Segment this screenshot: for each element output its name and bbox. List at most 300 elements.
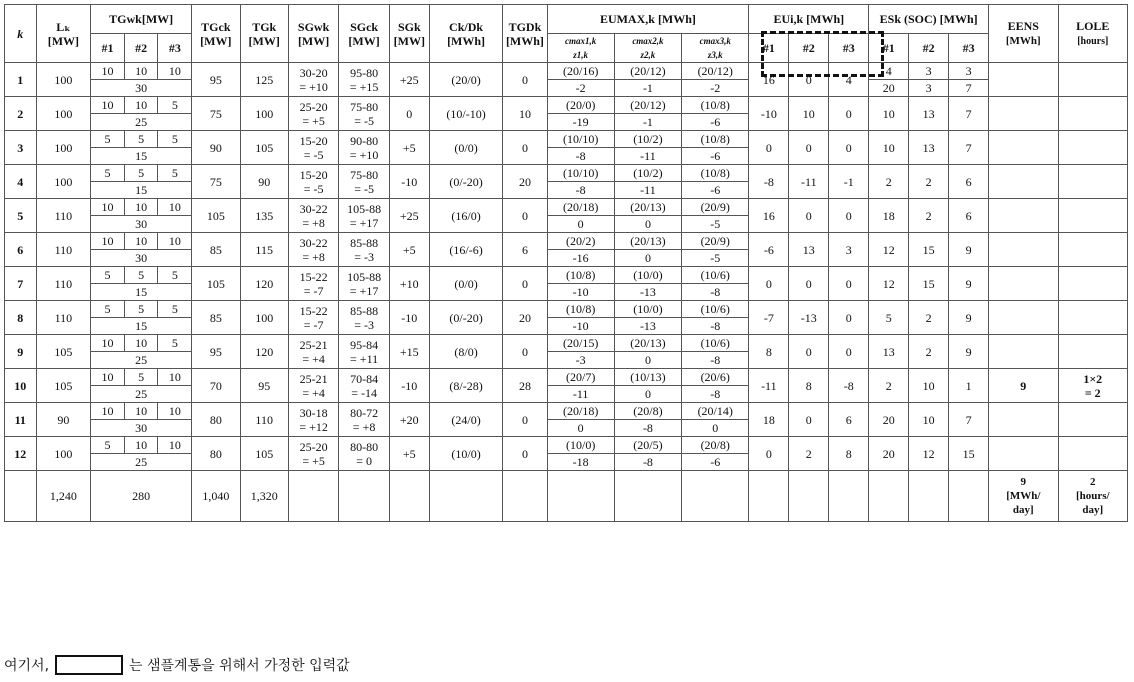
cell-z2: 0: [614, 250, 681, 267]
cell-k: 1: [5, 63, 37, 97]
cell-load: 110: [36, 301, 91, 335]
cell-line: = -5: [354, 181, 374, 196]
cell-z3: -6: [682, 182, 749, 199]
cell-line: = +10: [299, 79, 328, 94]
cell-sgwk: [288, 335, 338, 369]
cell-cd: (10/0): [429, 437, 503, 471]
header-eu-g2: #2: [789, 34, 829, 63]
cell-line: 30-20: [299, 65, 328, 80]
cell-eens: [989, 131, 1058, 165]
cell-line: = +12: [299, 419, 328, 434]
cell-line: = -7: [303, 317, 324, 332]
cell-total-k: [5, 471, 37, 522]
cell-eu-g2: -13: [789, 301, 829, 335]
cell-line: = -5: [354, 113, 374, 128]
header-tgck: [192, 5, 240, 63]
cell-total-empty: [503, 471, 547, 522]
cell-tg-g1: 10: [91, 403, 125, 420]
cell-sgwk: [288, 97, 338, 131]
cell-line: 75-80: [350, 99, 379, 114]
cell-eens: [989, 199, 1058, 233]
cell-cmax2: (10/2): [614, 131, 681, 148]
cell-k: 12: [5, 437, 37, 471]
cell-line: 95-80: [350, 65, 379, 80]
cell-z2: -11: [614, 182, 681, 199]
cell-tgdk: 0: [503, 437, 547, 471]
cell-load: 100: [36, 165, 91, 199]
cell-tg-g3: 10: [158, 233, 192, 250]
cell-es-g3-top: 3: [949, 63, 989, 80]
cell-eu-g1: 16: [749, 63, 789, 97]
header-row-2: [5, 34, 1128, 63]
cell-tg-g3: 5: [158, 97, 192, 114]
cell-total-empty: [614, 471, 681, 522]
cell-cmax1: (20/0): [547, 97, 614, 114]
cell-tgck: 85: [192, 233, 240, 267]
cell-tg-g1: 10: [91, 369, 125, 386]
cell-es-g3: 9: [949, 301, 989, 335]
cell-tgk: 105: [240, 437, 288, 471]
header-tg-g1: #1: [91, 34, 125, 63]
cell-cmax2: (10/0): [614, 301, 681, 318]
cell-tgk: 115: [240, 233, 288, 267]
header-cd: [429, 5, 503, 63]
cell-sgck: [339, 335, 389, 369]
cell-eu-g1: 0: [749, 267, 789, 301]
cell-tgck: 105: [192, 199, 240, 233]
cell-k: 7: [5, 267, 37, 301]
cell-z2: 0: [614, 352, 681, 369]
cell-line: = +8: [302, 249, 325, 264]
cell-line: = -5: [303, 181, 324, 196]
cell-tgdk: 0: [503, 267, 547, 301]
header-tgdk-label: TGDk: [508, 19, 542, 34]
header-row-1: [5, 5, 1128, 34]
cell-cmax3: (20/14): [682, 403, 749, 420]
cell-eu-g1: -11: [749, 369, 789, 403]
header-cmax-z-2: [614, 34, 681, 63]
table-row: [5, 335, 1128, 352]
cell-sgk: +25: [389, 199, 429, 233]
cell-tg-g1: 5: [91, 131, 125, 148]
cell-sgk: +10: [389, 267, 429, 301]
cell-line: = +4: [302, 351, 325, 366]
cell-k: 9: [5, 335, 37, 369]
cell-total-empty: [682, 471, 749, 522]
cell-sgk: +5: [389, 131, 429, 165]
cell-z3: -5: [682, 250, 749, 267]
cell-total-empty: [547, 471, 614, 522]
cell-eens: [989, 403, 1058, 437]
cell-z3: -6: [682, 148, 749, 165]
cell-es-g1: 12: [869, 267, 909, 301]
cell-line: 95-84: [350, 337, 379, 352]
cell-total-tg: 280: [91, 471, 192, 522]
cell-tgk: 100: [240, 301, 288, 335]
cell-total-empty: [339, 471, 389, 522]
cell-es-g1-top: 4: [869, 63, 909, 80]
cell-line: = +17: [349, 283, 379, 298]
cell-tg-sum: 30: [91, 80, 192, 97]
cell-cmax2: (10/2): [614, 165, 681, 182]
cell-tgk: 95: [240, 369, 288, 403]
cell-es-g2: 15: [909, 233, 949, 267]
cell-line: = +17: [349, 215, 379, 230]
cell-z2: -8: [614, 454, 681, 471]
cell-cd: (16/0): [429, 199, 503, 233]
cell-es-g1: 2: [869, 165, 909, 199]
cell-line: 105-88: [347, 269, 382, 284]
cell-line: = 2: [1084, 385, 1101, 400]
header-eu-g3: #3: [829, 34, 869, 63]
cell-lole: [1058, 199, 1128, 233]
assumed-input-legend-box: [55, 655, 123, 675]
cell-line: = +4: [302, 385, 325, 400]
header-es-g2: #2: [909, 34, 949, 63]
cell-tgdk: 28: [503, 369, 547, 403]
cell-sgk: -10: [389, 301, 429, 335]
cell-eens: [989, 97, 1058, 131]
cell-eens: [989, 267, 1058, 301]
cell-eu-g1: 18: [749, 403, 789, 437]
header-sgck-label: SGck: [350, 19, 379, 34]
cell-total-empty: [749, 471, 789, 522]
cell-eens: [989, 165, 1058, 199]
cell-z2: -11: [614, 148, 681, 165]
header-cd-unit: [MWh]: [447, 33, 486, 48]
table-row: [5, 233, 1128, 250]
header-z3: z3,k: [707, 50, 723, 60]
cell-eu-g1: -8: [749, 165, 789, 199]
cell-cd: (10/-10): [429, 97, 503, 131]
cell-z3: -8: [682, 318, 749, 335]
cell-tg-g3: 10: [158, 199, 192, 216]
cell-cmax1: (20/2): [547, 233, 614, 250]
cell-cd: (0/0): [429, 267, 503, 301]
cell-eens: [989, 335, 1058, 369]
cell-tg-g3: 5: [158, 131, 192, 148]
cell-line: = +15: [349, 79, 379, 94]
cell-eu-g2: 13: [789, 233, 829, 267]
header-sgwk-unit: [MW]: [297, 33, 330, 48]
cell-es-g1: 10: [869, 97, 909, 131]
cell-es-g3: 7: [949, 131, 989, 165]
cell-eu-g2: 0: [789, 131, 829, 165]
cell-es-g1: 12: [869, 233, 909, 267]
header-lole-label: LOLE: [1076, 18, 1110, 33]
cell-eu-g3: 0: [829, 335, 869, 369]
cell-eu-g2: 0: [789, 267, 829, 301]
cell-eu-g2: 0: [789, 403, 829, 437]
cell-cmax3: (20/8): [682, 437, 749, 454]
header-sgk-label: SGk: [397, 19, 421, 34]
total-line: 2: [1090, 476, 1096, 488]
cell-z2: -13: [614, 284, 681, 301]
cell-z3: -5: [682, 216, 749, 233]
table-wrapper: [4, 4, 1128, 522]
cell-z1: -16: [547, 250, 614, 267]
cell-cd: (0/-20): [429, 301, 503, 335]
cell-eu-g1: 16: [749, 199, 789, 233]
cell-es-g2-top: 3: [909, 63, 949, 80]
cell-z1: -19: [547, 114, 614, 131]
cell-tgdk: 20: [503, 165, 547, 199]
cell-tg-sum: 25: [91, 386, 192, 403]
cell-z1: -2: [547, 80, 614, 97]
cell-line: 30-22: [299, 235, 328, 250]
cell-line: 105-88: [347, 201, 382, 216]
cell-tgk: 125: [240, 63, 288, 97]
cell-z2: -1: [614, 114, 681, 131]
header-tgdk-unit: [MWh]: [505, 33, 544, 48]
cell-cmax2: (10/0): [614, 267, 681, 284]
cell-line: 25-20: [299, 439, 328, 454]
cell-z1: -18: [547, 454, 614, 471]
cell-cmax2: (20/13): [614, 199, 681, 216]
cell-tg-g1: 10: [91, 199, 125, 216]
cell-tg-g2: 10: [124, 63, 158, 80]
cell-line: 90-80: [350, 133, 379, 148]
cell-cd: (0/0): [429, 131, 503, 165]
cell-es-g3: 1: [949, 369, 989, 403]
table-row: [5, 165, 1128, 182]
header-tgk-label: TGk: [252, 19, 277, 34]
cell-k: 4: [5, 165, 37, 199]
cell-sgck: [339, 403, 389, 437]
footnote-suffix: 는 샘플계통을 위해서 가정한 입력값: [129, 658, 350, 674]
cell-tg-g1: 5: [91, 437, 125, 454]
cell-sgk: +5: [389, 437, 429, 471]
cell-load: 90: [36, 403, 91, 437]
cell-z3: -6: [682, 114, 749, 131]
cell-cmax2: (20/12): [614, 63, 681, 80]
cell-sgck: [339, 437, 389, 471]
cell-sgck: [339, 131, 389, 165]
cell-es-g1: 5: [869, 301, 909, 335]
cell-eu-g2: 0: [789, 335, 829, 369]
cell-eu-g3: 8: [829, 437, 869, 471]
cell-eens: [989, 301, 1058, 335]
cell-eu-g1: 0: [749, 437, 789, 471]
cell-tgk: 110: [240, 403, 288, 437]
cell-sgck: [339, 165, 389, 199]
cell-es-g3: 6: [949, 165, 989, 199]
cell-tg-g1: 10: [91, 97, 125, 114]
cell-eens: [989, 437, 1058, 471]
cell-tgck: 95: [192, 335, 240, 369]
cell-line: = -5: [303, 147, 324, 162]
cell-cmax1: (10/8): [547, 301, 614, 318]
cell-cd: (8/-28): [429, 369, 503, 403]
cell-tg-g2: 10: [124, 199, 158, 216]
cell-cmax3: (10/8): [682, 97, 749, 114]
header-sgk: [389, 5, 429, 63]
cell-eu-g2: 2: [789, 437, 829, 471]
cell-line: 25-21: [299, 371, 328, 386]
cell-sgwk: [288, 199, 338, 233]
cell-sgck: [339, 369, 389, 403]
cell-k: 6: [5, 233, 37, 267]
cell-total-empty: [429, 471, 503, 522]
header-load-label: Lₖ: [56, 19, 71, 34]
cell-tg-g2: 10: [124, 437, 158, 454]
cell-tgdk: 0: [503, 335, 547, 369]
cell-eu-g2: 0: [789, 63, 829, 97]
cell-line: = +8: [352, 419, 376, 434]
cell-tgdk: 6: [503, 233, 547, 267]
cell-cd: (8/0): [429, 335, 503, 369]
cell-tgck: 70: [192, 369, 240, 403]
cell-lole: [1058, 131, 1128, 165]
cell-cmax3: (20/9): [682, 233, 749, 250]
cell-line: 25-21: [299, 337, 328, 352]
cell-eu-g1: 8: [749, 335, 789, 369]
cell-line: 30-22: [299, 201, 328, 216]
cell-total-tgck: 1,040: [192, 471, 240, 522]
header-tgck-unit: [MW]: [200, 33, 232, 48]
cell-sgck: [339, 97, 389, 131]
table-row: [5, 97, 1128, 114]
cell-z1: -3: [547, 352, 614, 369]
cell-tg-sum: 15: [91, 148, 192, 165]
cell-tgk: 90: [240, 165, 288, 199]
cell-es-g3: 9: [949, 233, 989, 267]
cell-eu-g3: 0: [829, 267, 869, 301]
cell-tg-g2: 5: [124, 267, 158, 284]
header-sgwk-label: SGwk: [297, 19, 330, 34]
cell-cmax1: (10/0): [547, 437, 614, 454]
cell-tgdk: 0: [503, 403, 547, 437]
table-row: [5, 199, 1128, 216]
cell-tg-g3: 5: [158, 301, 192, 318]
cell-z1: -8: [547, 148, 614, 165]
cell-cmax1: (10/10): [547, 165, 614, 182]
cell-sgck: [339, 233, 389, 267]
cell-tg-sum: 15: [91, 284, 192, 301]
header-cmax3: cmax3,k: [699, 36, 731, 46]
cell-cmax3: (10/6): [682, 301, 749, 318]
header-lole-unit: [hours]: [1077, 35, 1109, 47]
cell-tgk: 120: [240, 335, 288, 369]
cell-es-g2: 13: [909, 97, 949, 131]
cell-es-g3: 7: [949, 80, 989, 97]
cell-eu-g2: 8: [789, 369, 829, 403]
cell-es-g1: 2: [869, 369, 909, 403]
cell-z2: -1: [614, 80, 681, 97]
cell-tgck: 80: [192, 437, 240, 471]
cell-es-g3: 9: [949, 267, 989, 301]
cell-sgwk: [288, 437, 338, 471]
cell-line: = -7: [303, 283, 324, 298]
cell-eu-g1: -10: [749, 97, 789, 131]
cell-sgck: [339, 63, 389, 97]
cell-es-g1: 10: [869, 131, 909, 165]
cell-cmax1: (20/16): [547, 63, 614, 80]
cell-total-empty: [949, 471, 989, 522]
cell-sgwk: [288, 165, 338, 199]
cell-es-g2: 3: [909, 80, 949, 97]
cell-z3: -2: [682, 80, 749, 97]
cell-tg-g3: 5: [158, 165, 192, 182]
cell-tg-sum: 25: [91, 352, 192, 369]
cell-tg-sum: 15: [91, 182, 192, 199]
cell-z2: -8: [614, 420, 681, 437]
cell-tgk: 135: [240, 199, 288, 233]
cell-tg-sum: 30: [91, 250, 192, 267]
cell-load: 100: [36, 131, 91, 165]
cell-es-g1: 20: [869, 403, 909, 437]
cell-es-g2: 2: [909, 335, 949, 369]
cell-k: 8: [5, 301, 37, 335]
header-tg-g3: #3: [158, 34, 192, 63]
cell-line: = +10: [349, 147, 379, 162]
cell-eu-g2: 0: [789, 199, 829, 233]
cell-cmax3: (10/8): [682, 131, 749, 148]
cell-es-g2: 2: [909, 199, 949, 233]
cell-eu-g1: -6: [749, 233, 789, 267]
cell-line: 75-80: [350, 167, 379, 182]
cell-tgck: 95: [192, 63, 240, 97]
cell-tg-g3: 5: [158, 335, 192, 352]
cell-line: = +5: [302, 113, 325, 128]
cell-tgk: 105: [240, 131, 288, 165]
header-es-g1: #1: [869, 34, 909, 63]
header-eu-g1: #1: [749, 34, 789, 63]
cell-tg-g3: 10: [158, 403, 192, 420]
cell-cmax3: (20/9): [682, 199, 749, 216]
header-tgwk: TGwk[MW]: [91, 5, 192, 34]
cell-es-g2: 10: [909, 403, 949, 437]
cell-tg-g1: 5: [91, 301, 125, 318]
cell-es-g3: 7: [949, 97, 989, 131]
header-cmax1: cmax1,k: [565, 36, 597, 46]
cell-tg-g3: 10: [158, 437, 192, 454]
cell-es-g2: 15: [909, 267, 949, 301]
header-tgck-label: TGck: [201, 19, 231, 34]
header-sgck: [339, 5, 389, 63]
table-row: [5, 267, 1128, 284]
cell-tgdk: 0: [503, 63, 547, 97]
cell-cd: (0/-20): [429, 165, 503, 199]
cell-tgdk: 10: [503, 97, 547, 131]
cell-lole: [1058, 165, 1128, 199]
cell-tgk: 120: [240, 267, 288, 301]
cell-cmax2: (20/12): [614, 97, 681, 114]
cell-tg-sum: 15: [91, 318, 192, 335]
cell-line: = -14: [351, 385, 377, 400]
cell-lole: [1058, 97, 1128, 131]
cell-total-empty: [869, 471, 909, 522]
header-cmax2: cmax2,k: [632, 36, 664, 46]
cell-tg-g1: 5: [91, 267, 125, 284]
cell-total-empty: [909, 471, 949, 522]
cell-eu-g2: -11: [789, 165, 829, 199]
cell-eens: [989, 63, 1058, 97]
cell-sgwk: [288, 267, 338, 301]
cell-load: 100: [36, 63, 91, 97]
cell-cmax2: (20/13): [614, 335, 681, 352]
cell-line: 15-22: [299, 303, 328, 318]
cell-load: 100: [36, 437, 91, 471]
header-z1: z1,k: [573, 50, 589, 60]
cell-tg-sum: 30: [91, 216, 192, 233]
header-cd-label: Ck/Dk: [449, 19, 484, 34]
cell-es-g2: 10: [909, 369, 949, 403]
cell-eu-g3: 0: [829, 301, 869, 335]
cell-line: 85-88: [350, 235, 379, 250]
cell-tg-sum: 25: [91, 454, 192, 471]
cell-tgdk: 0: [503, 131, 547, 165]
